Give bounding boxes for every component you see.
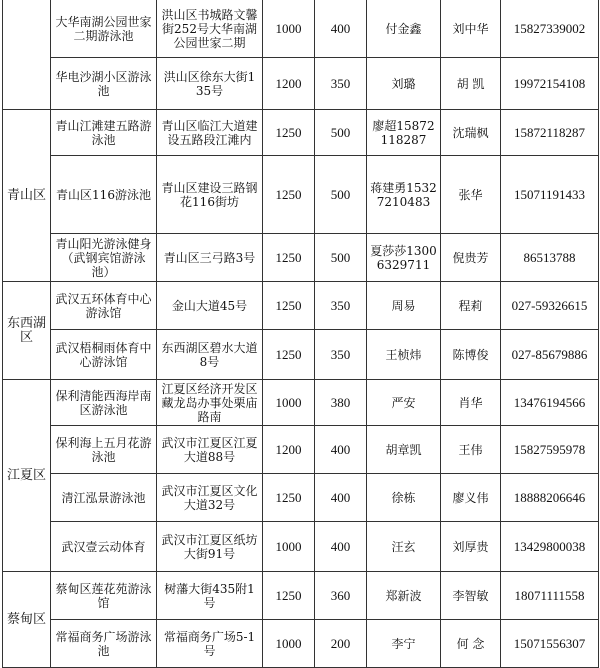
name-cell: 华电沙湖小区游泳池 — [51, 58, 157, 110]
capacity-cell: 400 — [315, 474, 367, 522]
contact1-cell: 徐栋 — [367, 474, 441, 522]
table-row — [3, 58, 599, 110]
area-cell: 1250 — [263, 156, 315, 234]
phone-cell: 19972154108 — [501, 58, 599, 110]
address-cell: 青山区建设三路钢花116街坊 — [157, 156, 263, 234]
address-cell: 洪山区书城路文馨街252号大华南湖公园世家二期 — [157, 0, 263, 58]
capacity-cell: 400 — [315, 426, 367, 474]
contact2-cell: 刘中华 — [441, 0, 501, 58]
capacity-cell: 400 — [315, 0, 367, 58]
address-cell: 青山区临江大道建设五路段江滩内 — [157, 110, 263, 156]
contact1-cell: 严安 — [367, 380, 441, 426]
name-cell: 青山阳光游泳健身（武钢宾馆游泳池） — [51, 234, 157, 282]
table-row — [3, 426, 599, 474]
address-cell: 树藩大街435附1号 — [157, 572, 263, 620]
address-cell: 江夏区经济开发区藏龙岛办事处栗庙路南 — [157, 380, 263, 426]
contact2-cell: 倪贵芳 — [441, 234, 501, 282]
contact1-cell: 夏莎莎13006329711 — [367, 234, 441, 282]
table-row — [3, 474, 599, 522]
name-cell: 青山区116游泳池 — [51, 156, 157, 234]
contact1-cell: 胡章凯 — [367, 426, 441, 474]
address-cell: 金山大道45号 — [157, 282, 263, 330]
contact1-cell: 廖超15872118287 — [367, 110, 441, 156]
table-row — [3, 156, 599, 234]
capacity-cell: 350 — [315, 330, 367, 380]
phone-cell: 86513788 — [501, 234, 599, 282]
phone-cell: 15827595978 — [501, 426, 599, 474]
phone-cell: 15071191433 — [501, 156, 599, 234]
name-cell: 大华南湖公园世家二期游泳池 — [51, 0, 157, 58]
table-row — [3, 380, 599, 426]
address-cell: 武汉市江夏区纸坊大街91号 — [157, 522, 263, 572]
address-cell: 常福商务广场5-1号 — [157, 620, 263, 668]
phone-cell: 027-59326615 — [501, 282, 599, 330]
address-cell: 武汉市江夏区江夏大道88号 — [157, 426, 263, 474]
name-cell: 武汉壹云动体育 — [51, 522, 157, 572]
contact2-cell: 张华 — [441, 156, 501, 234]
area-cell: 1250 — [263, 572, 315, 620]
address-cell: 洪山区徐东大街135号 — [157, 58, 263, 110]
table-row — [3, 620, 599, 668]
district-cell: 蔡甸区 — [3, 572, 51, 668]
table-row — [3, 110, 599, 156]
contact2-cell: 何 念 — [441, 620, 501, 668]
address-cell: 东西湖区碧水大道8号 — [157, 330, 263, 380]
area-cell: 1250 — [263, 330, 315, 380]
name-cell: 保利海上五月花游泳池 — [51, 426, 157, 474]
contact2-cell: 肖华 — [441, 380, 501, 426]
area-cell: 1250 — [263, 282, 315, 330]
capacity-cell: 500 — [315, 156, 367, 234]
address-cell: 青山区三弓路3号 — [157, 234, 263, 282]
capacity-cell: 500 — [315, 110, 367, 156]
phone-cell: 18888206646 — [501, 474, 599, 522]
phone-cell: 13429800038 — [501, 522, 599, 572]
capacity-cell: 500 — [315, 234, 367, 282]
phone-cell: 15071556307 — [501, 620, 599, 668]
capacity-cell: 380 — [315, 380, 367, 426]
table-row — [3, 330, 599, 380]
contact1-cell: 李宁 — [367, 620, 441, 668]
contact2-cell: 沈瑞枫 — [441, 110, 501, 156]
contact2-cell: 刘厚贵 — [441, 522, 501, 572]
contact2-cell: 程莉 — [441, 282, 501, 330]
district-cell: 江夏区 — [3, 380, 51, 572]
contact2-cell: 王伟 — [441, 426, 501, 474]
area-cell: 1200 — [263, 58, 315, 110]
area-cell: 1000 — [263, 380, 315, 426]
area-cell: 1250 — [263, 234, 315, 282]
name-cell: 青山江滩建五路游泳池 — [51, 110, 157, 156]
contact1-cell: 蒋建勇15327210483 — [367, 156, 441, 234]
capacity-cell: 350 — [315, 282, 367, 330]
phone-cell: 15827339002 — [501, 0, 599, 58]
table-row — [3, 234, 599, 282]
contact1-cell: 周易 — [367, 282, 441, 330]
table-row — [3, 0, 599, 58]
district-cell — [3, 0, 51, 110]
area-cell: 1000 — [263, 522, 315, 572]
contact1-cell: 刘璐 — [367, 58, 441, 110]
contact2-cell: 李智敏 — [441, 572, 501, 620]
capacity-cell: 200 — [315, 620, 367, 668]
table-row — [3, 572, 599, 620]
phone-cell: 13476194566 — [501, 380, 599, 426]
phone-cell: 15872118287 — [501, 110, 599, 156]
contact1-cell: 汪玄 — [367, 522, 441, 572]
name-cell: 蔡甸区莲花苑游泳馆 — [51, 572, 157, 620]
name-cell: 武汉五环体育中心游泳馆 — [51, 282, 157, 330]
contact2-cell: 胡 凯 — [441, 58, 501, 110]
phone-cell: 18071111558 — [501, 572, 599, 620]
capacity-cell: 400 — [315, 522, 367, 572]
table-row — [3, 522, 599, 572]
address-cell: 武汉市江夏区文化大道32号 — [157, 474, 263, 522]
capacity-cell: 360 — [315, 572, 367, 620]
name-cell: 武汉梧桐雨体育中心游泳馆 — [51, 330, 157, 380]
capacity-cell: 350 — [315, 58, 367, 110]
name-cell: 清江泓景游泳池 — [51, 474, 157, 522]
name-cell: 常福商务广场游泳池 — [51, 620, 157, 668]
district-cell: 东西湖区 — [3, 282, 51, 380]
contact1-cell: 付金鑫 — [367, 0, 441, 58]
district-cell: 青山区 — [3, 110, 51, 282]
area-cell: 1200 — [263, 426, 315, 474]
area-cell: 1000 — [263, 620, 315, 668]
table-row — [3, 282, 599, 330]
area-cell: 1250 — [263, 110, 315, 156]
contact1-cell: 王桢炜 — [367, 330, 441, 380]
area-cell: 1250 — [263, 474, 315, 522]
name-cell: 保利清能西海岸南区游泳池 — [51, 380, 157, 426]
phone-cell: 027-85679886 — [501, 330, 599, 380]
pool-table — [2, 0, 599, 668]
area-cell: 1000 — [263, 0, 315, 58]
contact2-cell: 廖义伟 — [441, 474, 501, 522]
contact2-cell: 陈博俊 — [441, 330, 501, 380]
contact1-cell: 郑新波 — [367, 572, 441, 620]
